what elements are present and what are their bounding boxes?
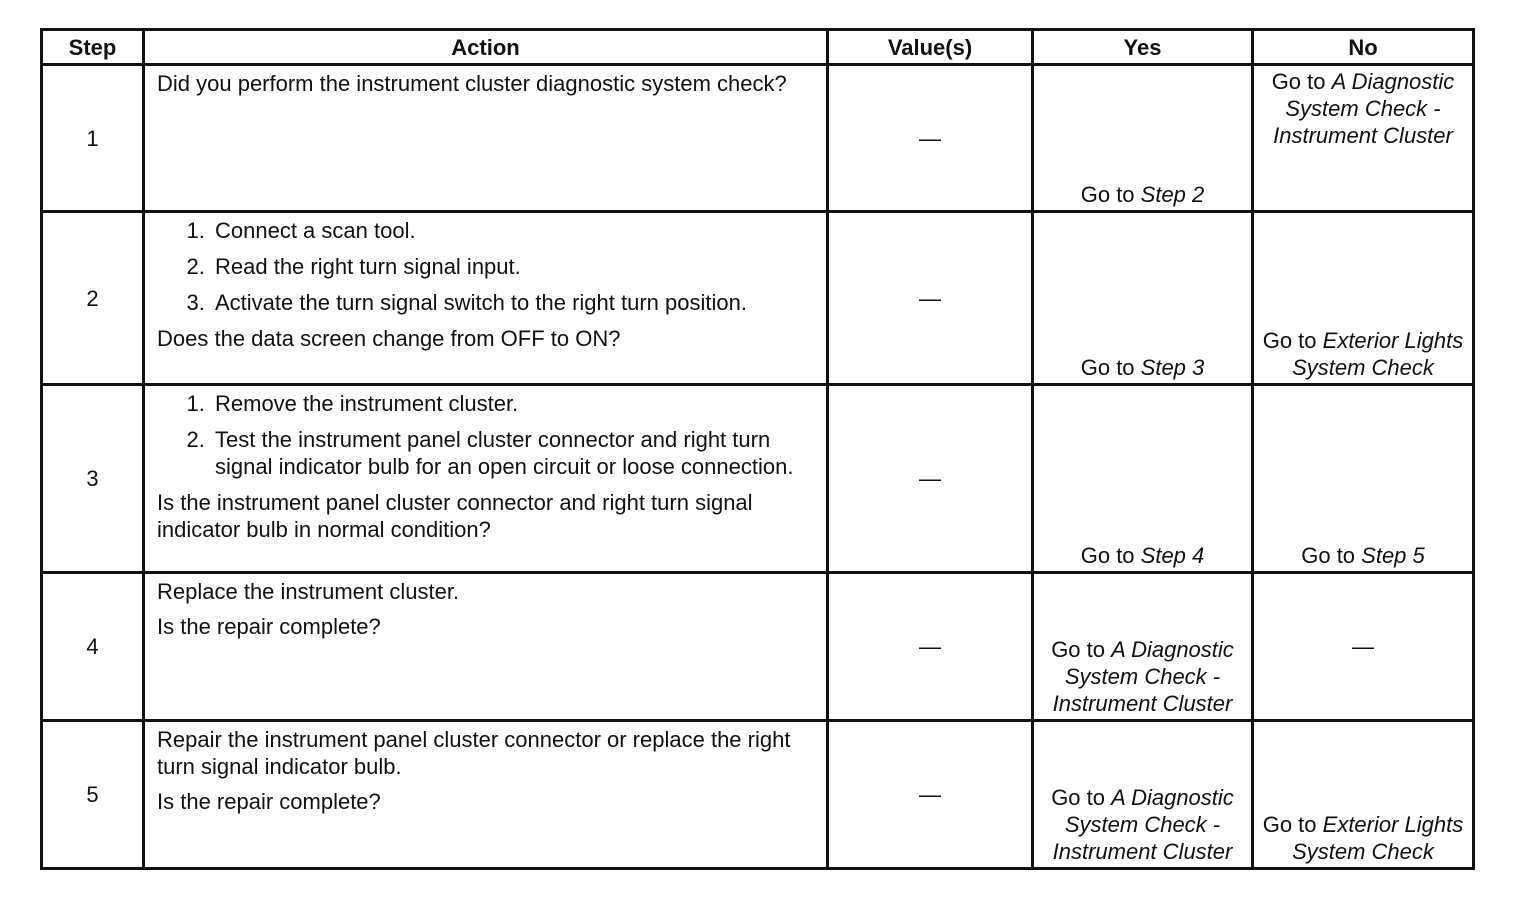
action-question: Does the data screen change from OFF to ON? — [157, 326, 621, 351]
yes-cell — [1033, 65, 1253, 212]
action-question: Did you perform the instrument cluster diagnostic system check? — [157, 71, 787, 96]
table-row-step-1 — [42, 65, 1474, 212]
action-cell — [144, 385, 828, 573]
no-link: Exterior Lights System Check — [1292, 812, 1464, 864]
yes-cell — [1033, 385, 1253, 573]
step-number: 4 — [42, 573, 144, 721]
yes-link: Step 3 — [1140, 355, 1205, 380]
no-cell — [1253, 212, 1474, 385]
table-row-step-5 — [42, 721, 1474, 869]
header-values: Value(s) — [828, 30, 1033, 65]
action-steps-list — [157, 390, 816, 480]
table-row-step-3 — [42, 385, 1474, 573]
action-cell — [144, 573, 828, 721]
action-question: Is the instrument panel cluster connector and right turn signal indicator bulb in normal condition? — [157, 490, 753, 542]
step-number: 2 — [42, 212, 144, 385]
yes-cell — [1033, 573, 1253, 721]
no-cell: — — [1253, 573, 1474, 721]
table-row-step-2 — [42, 212, 1474, 385]
step-number: 1 — [42, 65, 144, 212]
value-cell: — — [828, 721, 1033, 869]
action-step-item: 2. Test the instrument panel cluster connector and right turn signal indicator bulb for an open circuit or loose connection. — [211, 426, 816, 480]
action-statement: Repair the instrument panel cluster connector or replace the right turn signal indicator bulb. — [157, 727, 791, 779]
yes-link: A Diagnostic System Check - Instrument Cluster — [1052, 637, 1234, 716]
action-question: Is the repair complete? — [157, 614, 381, 639]
yes-prefix: Go to — [1080, 543, 1141, 568]
value-cell: — — [828, 65, 1033, 212]
no-prefix: Go to — [1271, 69, 1332, 94]
no-prefix: Go to — [1301, 543, 1362, 568]
no-prefix: Go to — [1262, 812, 1323, 837]
action-question: Is the repair complete? — [157, 789, 381, 814]
action-step-item: 3. Activate the turn signal switch to the right turn position. — [211, 289, 816, 316]
action-statement: Replace the instrument cluster. — [157, 579, 460, 604]
yes-link: A Diagnostic System Check - Instrument Cluster — [1052, 785, 1234, 864]
yes-link: Step 4 — [1140, 543, 1205, 568]
action-cell — [144, 212, 828, 385]
action-step-item: 1. Remove the instrument cluster. — [211, 390, 816, 417]
header-no: No — [1253, 30, 1474, 65]
header-yes: Yes — [1033, 30, 1253, 65]
yes-prefix: Go to — [1051, 637, 1112, 662]
step-number: 3 — [42, 385, 144, 573]
no-prefix: Go to — [1262, 328, 1323, 353]
yes-prefix: Go to — [1080, 182, 1141, 207]
yes-cell — [1033, 721, 1253, 869]
action-step-item: 1. Connect a scan tool. — [211, 217, 816, 244]
diagnostic-table — [40, 28, 1475, 870]
action-cell — [144, 721, 828, 869]
value-cell: — — [828, 212, 1033, 385]
header-action: Action — [144, 30, 828, 65]
action-steps-list — [157, 217, 816, 316]
value-cell: — — [828, 385, 1033, 573]
header-row — [42, 30, 1474, 65]
yes-cell — [1033, 212, 1253, 385]
no-cell — [1253, 65, 1474, 212]
no-cell — [1253, 721, 1474, 869]
action-cell — [144, 65, 828, 212]
yes-prefix: Go to — [1080, 355, 1141, 380]
no-link: Step 5 — [1361, 543, 1425, 568]
step-number: 5 — [42, 721, 144, 869]
value-cell: — — [828, 573, 1033, 721]
table-row-step-4 — [42, 573, 1474, 721]
header-step: Step — [42, 30, 144, 65]
no-cell — [1253, 385, 1474, 573]
yes-prefix: Go to — [1051, 785, 1112, 810]
no-link: Exterior Lights System Check — [1292, 328, 1464, 380]
no-link: A Diagnostic System Check - Instrument Cluster — [1273, 69, 1455, 148]
action-step-item: 2. Read the right turn signal input. — [211, 253, 816, 280]
yes-link: Step 2 — [1140, 182, 1205, 207]
